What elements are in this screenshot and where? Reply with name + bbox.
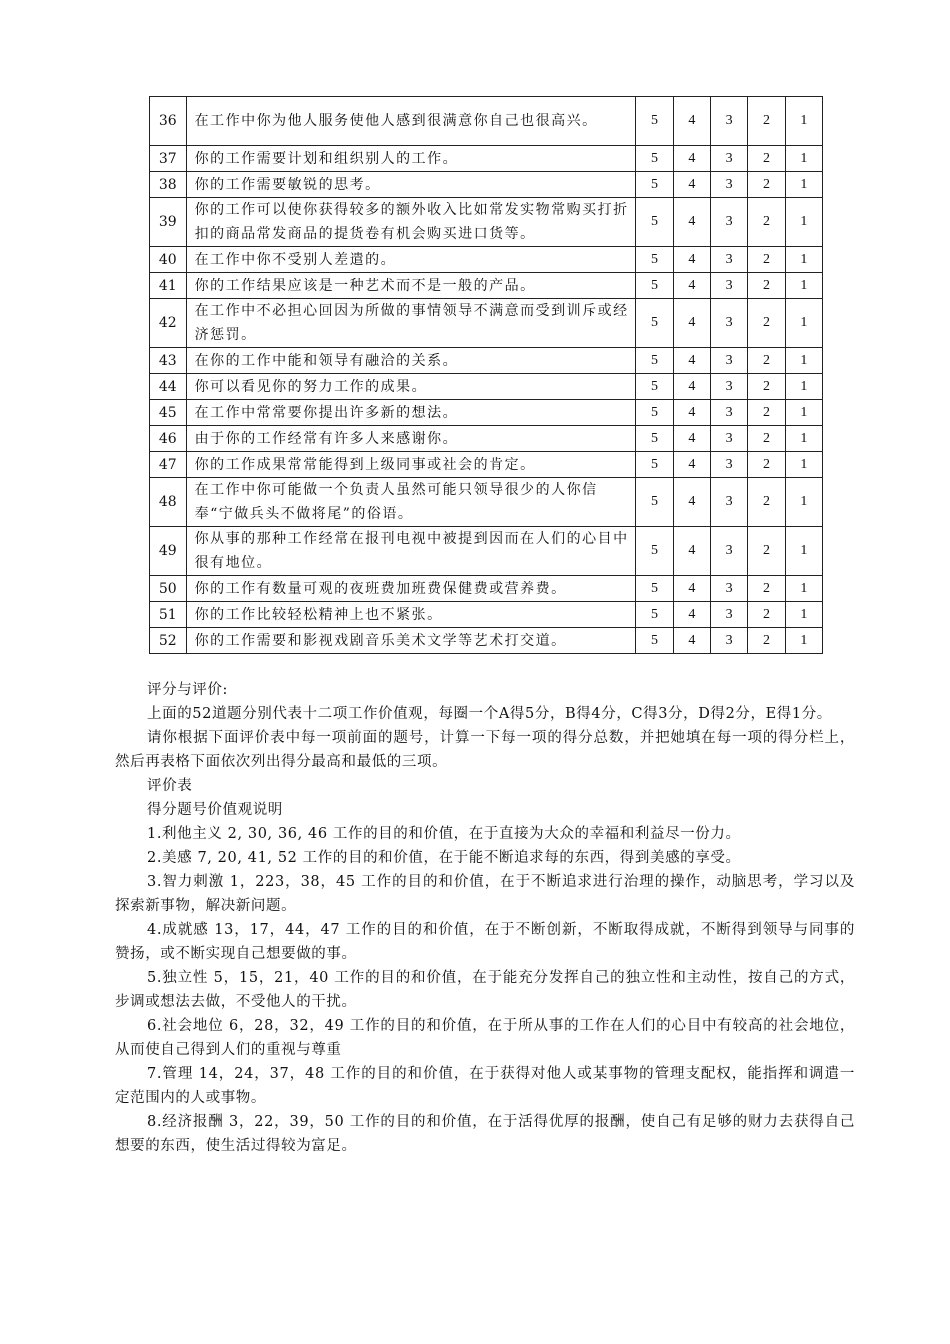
score-option[interactable]: 4 bbox=[673, 299, 710, 348]
score-option[interactable]: 3 bbox=[711, 628, 748, 654]
score-option[interactable]: 4 bbox=[673, 146, 710, 172]
score-option[interactable]: 3 bbox=[711, 426, 748, 452]
score-option[interactable]: 3 bbox=[711, 146, 748, 172]
score-option[interactable]: 2 bbox=[748, 146, 785, 172]
score-option[interactable]: 3 bbox=[711, 273, 748, 299]
score-option[interactable]: 5 bbox=[636, 602, 673, 628]
score-option[interactable]: 5 bbox=[636, 198, 673, 247]
score-option[interactable]: 1 bbox=[785, 400, 822, 426]
score-option[interactable]: 4 bbox=[673, 400, 710, 426]
score-option[interactable]: 3 bbox=[711, 478, 748, 527]
paragraph: 评价表 bbox=[147, 778, 193, 794]
score-option[interactable]: 4 bbox=[673, 348, 710, 374]
score-option[interactable]: 5 bbox=[636, 478, 673, 527]
question-number: 52 bbox=[150, 628, 187, 654]
score-option[interactable]: 4 bbox=[673, 97, 710, 146]
question-number: 37 bbox=[150, 146, 187, 172]
score-option[interactable]: 1 bbox=[785, 374, 822, 400]
score-option[interactable]: 4 bbox=[673, 628, 710, 654]
table-row bbox=[150, 172, 823, 198]
score-option[interactable]: 1 bbox=[785, 273, 822, 299]
table-row bbox=[150, 146, 823, 172]
table-row bbox=[150, 348, 823, 374]
score-option[interactable]: 4 bbox=[673, 478, 710, 527]
question-number: 39 bbox=[150, 198, 187, 247]
score-option[interactable]: 3 bbox=[711, 602, 748, 628]
score-option[interactable]: 2 bbox=[748, 602, 785, 628]
paragraph: 6.社会地位 6，28，32，49 工作的目的和价值，在于所从事的工作在人们的心目中有较高的社会地位，从而使自己得到人们的重视与尊重 bbox=[115, 1018, 855, 1058]
score-option[interactable]: 3 bbox=[711, 452, 748, 478]
score-option[interactable]: 4 bbox=[673, 273, 710, 299]
question-text: 你的工作结果应该是一种艺术而不是一般的产品。 bbox=[186, 273, 636, 299]
question-text: 在工作中不必担心回因为所做的事情领导不满意而受到训斥或经济惩罚。 bbox=[186, 299, 636, 348]
score-option[interactable]: 1 bbox=[785, 576, 822, 602]
score-option[interactable]: 4 bbox=[673, 172, 710, 198]
score-option[interactable]: 1 bbox=[785, 348, 822, 374]
question-number: 49 bbox=[150, 527, 187, 576]
score-option[interactable]: 4 bbox=[673, 426, 710, 452]
question-text: 你的工作需要敏锐的思考。 bbox=[186, 172, 636, 198]
score-option[interactable]: 2 bbox=[748, 452, 785, 478]
table-row bbox=[150, 97, 823, 146]
question-number: 46 bbox=[150, 426, 187, 452]
table-row bbox=[150, 527, 823, 576]
question-text: 在工作中你可能做一个负责人虽然可能只领导很少的人你信奉“宁做兵头不做将尾”的俗语。 bbox=[186, 478, 636, 527]
table-row bbox=[150, 602, 823, 628]
score-option[interactable]: 5 bbox=[636, 576, 673, 602]
table-row bbox=[150, 576, 823, 602]
question-number: 50 bbox=[150, 576, 187, 602]
score-option[interactable]: 4 bbox=[673, 602, 710, 628]
score-option[interactable]: 3 bbox=[711, 172, 748, 198]
score-option[interactable]: 5 bbox=[636, 348, 673, 374]
paragraph: 4.成就感 13，17，44，47 工作的目的和价值，在于不断创新，不断取得成就，不断得到领导与同事的赞扬，或不断实现自己想要做的事。 bbox=[115, 922, 855, 962]
score-option[interactable]: 5 bbox=[636, 146, 673, 172]
score-option[interactable]: 4 bbox=[673, 247, 710, 273]
question-number: 41 bbox=[150, 273, 187, 299]
question-number: 44 bbox=[150, 374, 187, 400]
table-row bbox=[150, 273, 823, 299]
score-option[interactable]: 2 bbox=[748, 527, 785, 576]
question-text: 你的工作有数量可观的夜班费加班费保健费或营养费。 bbox=[186, 576, 636, 602]
question-number: 51 bbox=[150, 602, 187, 628]
table-row bbox=[150, 452, 823, 478]
score-option[interactable]: 2 bbox=[748, 374, 785, 400]
score-option[interactable]: 5 bbox=[636, 247, 673, 273]
score-option[interactable]: 5 bbox=[636, 97, 673, 146]
score-option[interactable]: 3 bbox=[711, 299, 748, 348]
question-text: 你的工作比较轻松精神上也不紧张。 bbox=[186, 602, 636, 628]
score-option[interactable]: 2 bbox=[748, 273, 785, 299]
table-row bbox=[150, 198, 823, 247]
question-text: 在工作中常常要你提出许多新的想法。 bbox=[186, 400, 636, 426]
question-text: 你的工作成果常常能得到上级同事或社会的肯定。 bbox=[186, 452, 636, 478]
score-option[interactable]: 1 bbox=[785, 452, 822, 478]
question-number: 40 bbox=[150, 247, 187, 273]
score-option[interactable]: 4 bbox=[673, 527, 710, 576]
score-option[interactable]: 1 bbox=[785, 198, 822, 247]
table-row bbox=[150, 374, 823, 400]
question-number: 48 bbox=[150, 478, 187, 527]
score-option[interactable]: 1 bbox=[785, 478, 822, 527]
score-option[interactable]: 2 bbox=[748, 576, 785, 602]
question-text: 你可以看见你的努力工作的成果。 bbox=[186, 374, 636, 400]
table-row bbox=[150, 628, 823, 654]
score-option[interactable]: 4 bbox=[673, 198, 710, 247]
table-row bbox=[150, 478, 823, 527]
score-option[interactable]: 3 bbox=[711, 400, 748, 426]
score-option[interactable]: 1 bbox=[785, 628, 822, 654]
section-heading: 评分与评价: bbox=[147, 682, 228, 698]
score-option[interactable]: 1 bbox=[785, 426, 822, 452]
paragraph: 1.利他主义 2, 30, 36, 46 工作的目的和价值，在于直接为大众的幸福和利益尽一份力。 bbox=[147, 826, 741, 842]
paragraph: 7.管理 14，24，37，48 工作的目的和价值，在于获得对他人或某事物的管理支配权，能指挥和调遣一定范围内的人或事物。 bbox=[115, 1066, 855, 1106]
score-option[interactable]: 1 bbox=[785, 146, 822, 172]
score-option[interactable]: 2 bbox=[748, 348, 785, 374]
question-text: 你的工作需要计划和组织别人的工作。 bbox=[186, 146, 636, 172]
paragraph: 得分题号价值观说明 bbox=[147, 802, 283, 818]
score-option[interactable]: 1 bbox=[785, 527, 822, 576]
paragraph: 8.经济报酬 3，22，39，50 工作的目的和价值，在于活得优厚的报酬，使自己有足够的财力去获得自己想要的东西，使生活过得较为富足。 bbox=[115, 1114, 855, 1154]
question-text: 你的工作需要和影视戏剧音乐美术文学等艺术打交道。 bbox=[186, 628, 636, 654]
score-option[interactable]: 5 bbox=[636, 273, 673, 299]
score-option[interactable]: 2 bbox=[748, 299, 785, 348]
score-option[interactable]: 2 bbox=[748, 400, 785, 426]
question-text: 由于你的工作经常有许多人来感谢你。 bbox=[186, 426, 636, 452]
score-option[interactable]: 3 bbox=[711, 198, 748, 247]
score-option[interactable]: 1 bbox=[785, 299, 822, 348]
table-row bbox=[150, 426, 823, 452]
score-option[interactable]: 1 bbox=[785, 602, 822, 628]
scoring-instructions bbox=[115, 678, 855, 1158]
question-text: 在工作中你为他人服务使他人感到很满意你自己也很高兴。 bbox=[186, 97, 636, 146]
score-option[interactable]: 1 bbox=[785, 247, 822, 273]
question-text: 你的工作可以使你获得较多的额外收入比如常发实物常购买打折扣的商品常发商品的提货卷有机会购买进口货等。 bbox=[186, 198, 636, 247]
score-option[interactable]: 5 bbox=[636, 299, 673, 348]
score-option[interactable]: 3 bbox=[711, 348, 748, 374]
paragraph: 2.美感 7, 20, 41, 52 工作的目的和价值，在于能不断追求每的东西，得到美感的享受。 bbox=[147, 850, 741, 866]
score-option[interactable]: 5 bbox=[636, 172, 673, 198]
score-option[interactable]: 4 bbox=[673, 452, 710, 478]
paragraph: 上面的52道题分别代表十二项工作价值观，每圈一个A得5分，B得4分，C得3分，D得2分，E得1分。 bbox=[147, 706, 832, 722]
score-option[interactable]: 5 bbox=[636, 527, 673, 576]
question-number: 47 bbox=[150, 452, 187, 478]
score-option[interactable]: 5 bbox=[636, 426, 673, 452]
score-option[interactable]: 5 bbox=[636, 374, 673, 400]
score-option[interactable]: 5 bbox=[636, 628, 673, 654]
score-option[interactable]: 2 bbox=[748, 628, 785, 654]
paragraph: 请你根据下面评价表中每一项前面的题号，计算一下每一项的得分总数，并把她填在每一项的得分栏上，然后再表格下面依次列出得分最高和最低的三项。 bbox=[115, 730, 855, 770]
paragraph: 3.智力刺激 1，223，38，45 工作的目的和价值，在于不断追求进行治理的操作，动脑思考，学习以及探索新事物，解决新问题。 bbox=[115, 874, 855, 914]
score-option[interactable]: 5 bbox=[636, 400, 673, 426]
score-option[interactable]: 2 bbox=[748, 478, 785, 527]
score-option[interactable]: 3 bbox=[711, 97, 748, 146]
score-option[interactable]: 4 bbox=[673, 576, 710, 602]
score-option[interactable]: 3 bbox=[711, 374, 748, 400]
table-row bbox=[150, 247, 823, 273]
table-row bbox=[150, 400, 823, 426]
score-option[interactable]: 1 bbox=[785, 172, 822, 198]
paragraph: 5.独立性 5，15，21，40 工作的目的和价值，在于能充分发挥自己的独立性和主动性，按自己的方式，步调或想法去做，不受他人的干扰。 bbox=[115, 970, 855, 1010]
question-text: 你从事的那种工作经常在报刊电视中被提到因而在人们的心目中很有地位。 bbox=[186, 527, 636, 576]
table-row bbox=[150, 299, 823, 348]
question-text: 在你的工作中能和领导有融洽的关系。 bbox=[186, 348, 636, 374]
score-option[interactable]: 2 bbox=[748, 426, 785, 452]
question-number: 43 bbox=[150, 348, 187, 374]
score-option[interactable]: 2 bbox=[748, 97, 785, 146]
question-number: 42 bbox=[150, 299, 187, 348]
score-option[interactable]: 2 bbox=[748, 247, 785, 273]
question-number: 38 bbox=[150, 172, 187, 198]
score-option[interactable]: 1 bbox=[785, 97, 822, 146]
score-option[interactable]: 3 bbox=[711, 527, 748, 576]
question-text: 在工作中你不受别人差遣的。 bbox=[186, 247, 636, 273]
score-option[interactable]: 2 bbox=[748, 198, 785, 247]
score-option[interactable]: 3 bbox=[711, 576, 748, 602]
score-option[interactable]: 5 bbox=[636, 452, 673, 478]
question-number: 45 bbox=[150, 400, 187, 426]
score-option[interactable]: 4 bbox=[673, 374, 710, 400]
question-number: 36 bbox=[150, 97, 187, 146]
questionnaire-table bbox=[149, 96, 823, 654]
score-option[interactable]: 2 bbox=[748, 172, 785, 198]
score-option[interactable]: 3 bbox=[711, 247, 748, 273]
